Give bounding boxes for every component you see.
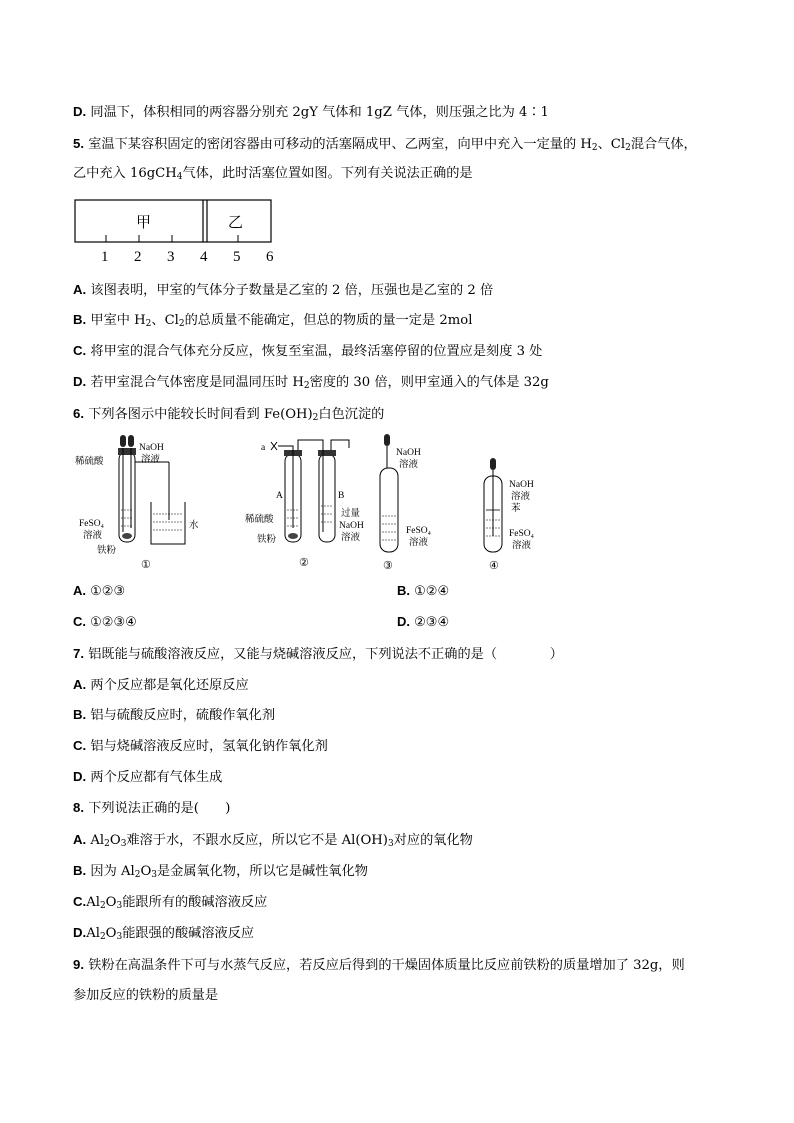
q6-option-b: B. ①②④ <box>397 583 450 599</box>
fig1-feso4-solution-label: 溶液 <box>83 531 103 541</box>
apparatus-3 <box>380 434 431 572</box>
q5-container-figure <box>73 196 283 266</box>
q8-option-c: $C.Al_2O_3$能跟所有的酸碱溶液反应 <box>73 894 268 911</box>
fig3-feso4-solution-label: 溶液 <box>409 538 429 548</box>
apparatus-1 <box>75 435 199 571</box>
q7-option-c: C. 铝与烧碱溶液反应时，氢氧化钠作氧化剂 <box>73 738 328 754</box>
fig1-naoh-label: NaOH <box>139 443 164 453</box>
q9-stem-line1: 9. 铁粉在高温条件下可与水蒸气反应，若反应后得到的干燥固体质量比反应前铁粉的质量增加了 32g，则 <box>73 957 685 973</box>
q9-stem-line2: 参加反应的铁粉的质量是 <box>73 988 219 1003</box>
q6-option-a: A. ①②③ <box>73 583 126 599</box>
fig1-acid-label: 稀硫酸 <box>75 457 104 467</box>
fig2-naoh-label: NaOH <box>339 521 364 531</box>
q8-option-a: A. $Al_2O_3$难溶于水，不跟水反应，所以它不是 $Al(OH)_3$对应的氧化物 <box>73 832 473 849</box>
tick-label: 6 <box>266 249 274 265</box>
fig1-water-label: 水 <box>189 521 199 531</box>
fig2-acid-label: 稀硫酸 <box>245 515 274 525</box>
q7-option-a: A. 两个反应都是氧化还原反应 <box>73 677 249 693</box>
apparatus-4 <box>484 458 534 572</box>
q8-option-d: $D.Al_2O_3$能跟强的酸碱溶液反应 <box>73 925 255 942</box>
fig4-benzene-label: 苯 <box>511 504 521 514</box>
fig4-solution-label: 溶液 <box>511 492 531 502</box>
q7-option-d: D. 两个反应都有气体生成 <box>73 769 223 785</box>
fig4-naoh-label: NaOH <box>509 480 534 490</box>
fig1-number: ① <box>141 559 151 571</box>
q5-option-d: D. 若甲室混合气体密度是同温同压时 $H_2$密度的 30 倍，则甲室通入的气体是 32g <box>73 374 549 391</box>
tick-label: 2 <box>134 249 142 265</box>
tick-label: 5 <box>233 249 241 265</box>
fig1-solution-label: 溶液 <box>141 455 161 465</box>
q8-option-b: B. 因为 $Al_2O_3$是金属氧化物，所以它是碱性氧化物 <box>73 863 368 880</box>
q6-option-c: C. ①②③④ <box>73 614 137 630</box>
fig2-tube-a-label: A <box>276 491 283 501</box>
chamber-a-label: 甲 <box>136 215 152 231</box>
q6-stem: 6. 下列各图示中能较长时间看到 $Fe(OH)_2$白色沉淀的 <box>73 406 385 423</box>
tick-label: 4 <box>200 249 208 265</box>
fig3-number: ③ <box>383 560 393 572</box>
q5-option-b: B. 甲室中 $H_2$、$Cl_2$的总质量不能确定，但总的物质的量一定是 2mol <box>73 312 473 329</box>
fig4-feso4-label: FeSO₄ <box>509 529 534 539</box>
q8-stem: 8. 下列说法正确的是( ) <box>73 800 231 816</box>
q7-option-b: B. 铝与硫酸反应时，硫酸作氧化剂 <box>73 707 276 723</box>
q6-option-d: D. ②③④ <box>397 614 450 630</box>
q4-option-d: D. 同温下，体积相同的两容器分别充 2gY 气体和 1gZ 气体，则压强之比为 4∶1 <box>73 104 549 120</box>
q7-stem: 7. 铝既能与硫酸溶液反应，又能与烧碱溶液反应，下列说法不正确的是（ ） <box>73 646 563 662</box>
tick-label: 1 <box>101 249 109 265</box>
fig2-tube-b-label: B <box>338 491 345 501</box>
fig2-number: ② <box>299 557 309 569</box>
chamber-b-label: 乙 <box>228 215 244 231</box>
fig2-iron-label: 铁粉 <box>257 535 277 545</box>
fig1-iron-label: 铁粉 <box>97 546 117 556</box>
fig3-naoh-label: NaOH <box>396 448 421 458</box>
fig2-excess-label: 过量 <box>341 509 361 519</box>
fig3-feso4-label: FeSO₄ <box>406 526 431 536</box>
q5-option-c: C. 将甲室的混合气体充分反应，恢复至室温，最终活塞停留的位置应是刻度 3 处 <box>73 343 543 359</box>
fig2-valve-a-label: a <box>261 443 266 453</box>
fig2-solution-label: 溶液 <box>341 533 361 543</box>
q5-stem-line2: 乙中充入 16gCH$_4$气体，此时活塞位置如图。下列有关说法正确的是 <box>73 166 473 182</box>
fig1-feso4-label: FeSO₄ <box>79 519 104 529</box>
q5-stem-line1: 5. 室温下某容积固定的密闭容器由可移动的活塞隔成甲、乙两室，向甲中充入一定量的 $H_2$、$Cl_2$混合气体， <box>73 136 697 153</box>
tick-label: 3 <box>167 249 175 265</box>
q5-option-a: A. 该图表明，甲室的气体分子数量是乙室的 2 倍，压强也是乙室的 2 倍 <box>73 282 494 298</box>
q6-apparatus-figure <box>73 432 553 577</box>
fig3-solution-label: 溶液 <box>399 460 419 470</box>
fig4-number: ④ <box>489 560 499 572</box>
apparatus-2 <box>245 440 364 569</box>
fig4-feso4-solution-label: 溶液 <box>512 541 532 551</box>
